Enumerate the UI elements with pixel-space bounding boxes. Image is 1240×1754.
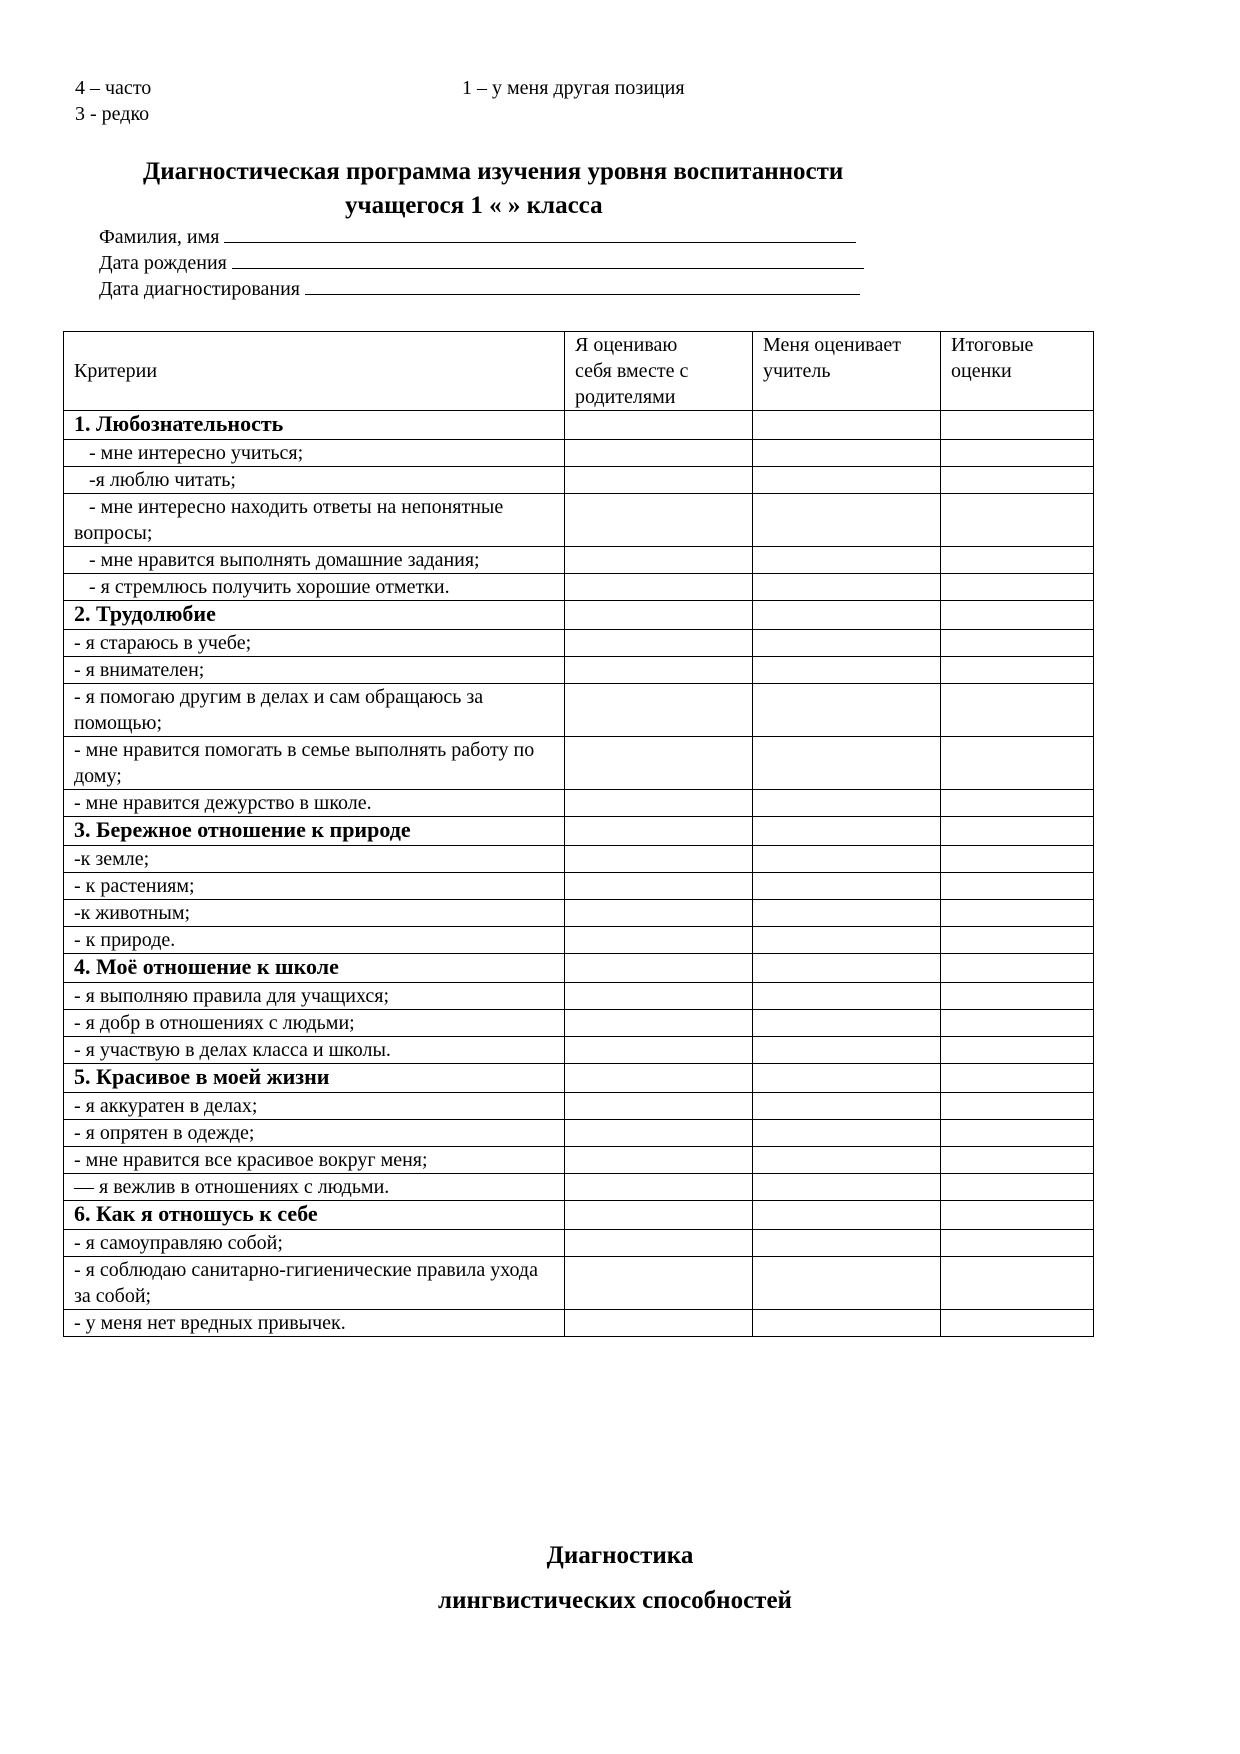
section-title: 5. Красивое в моей жизни: [64, 1064, 565, 1093]
table-row: [64, 1230, 1094, 1257]
teacher-score-cell[interactable]: [753, 1230, 941, 1257]
field-name-line[interactable]: [224, 223, 856, 243]
final-score-cell[interactable]: [941, 630, 1094, 657]
page-title-line2: учащегося 1 « » класса: [345, 192, 603, 219]
self-score-cell[interactable]: [565, 1257, 753, 1310]
self-score-cell[interactable]: [565, 737, 753, 790]
final-score-cell[interactable]: [941, 817, 1094, 846]
field-birthdate[interactable]: [99, 249, 864, 276]
final-score-cell[interactable]: [941, 1174, 1094, 1201]
table-row: [64, 1010, 1094, 1037]
final-score-cell[interactable]: [941, 1064, 1094, 1093]
section-title: 2. Трудолюбие: [64, 601, 565, 630]
teacher-score-cell[interactable]: [753, 817, 941, 846]
self-score-cell[interactable]: [565, 927, 753, 954]
teacher-score-cell[interactable]: [753, 927, 941, 954]
self-score-cell[interactable]: [565, 873, 753, 900]
final-score-cell[interactable]: [941, 684, 1094, 737]
final-score-cell[interactable]: [941, 1230, 1094, 1257]
criterion-text: — я вежлив в отношениях с людьми.: [64, 1174, 565, 1201]
self-score-cell[interactable]: [565, 684, 753, 737]
table-header-row: [64, 332, 1094, 411]
teacher-score-cell[interactable]: [753, 1093, 941, 1120]
section-title: 6. Как я отношусь к себе: [64, 1201, 565, 1230]
criterion-text: -я люблю читать;: [64, 467, 565, 494]
final-score-cell[interactable]: [941, 411, 1094, 440]
table-row: [64, 440, 1094, 467]
criterion-text: - я опрятен в одежде;: [64, 1120, 565, 1147]
teacher-score-cell[interactable]: [753, 1120, 941, 1147]
legend-other-position: 1 – у меня другая позиция: [462, 77, 685, 99]
self-score-cell[interactable]: [565, 440, 753, 467]
section-row: [64, 411, 1094, 440]
table-row: [64, 1120, 1094, 1147]
final-score-cell[interactable]: [941, 1310, 1094, 1337]
section-row: [64, 817, 1094, 846]
teacher-score-cell[interactable]: [753, 983, 941, 1010]
self-score-cell[interactable]: [565, 467, 753, 494]
self-score-cell[interactable]: [565, 1230, 753, 1257]
table-row: [64, 1093, 1094, 1120]
final-score-cell[interactable]: [941, 954, 1094, 983]
table-row: [64, 900, 1094, 927]
teacher-score-cell[interactable]: [753, 900, 941, 927]
criterion-text: - я помогаю другим в делах и сам обращаюсь за помощью;: [64, 684, 565, 737]
self-score-cell[interactable]: [565, 657, 753, 684]
teacher-score-cell[interactable]: [753, 1010, 941, 1037]
teacher-score-cell[interactable]: [753, 601, 941, 630]
section-row: [64, 1201, 1094, 1230]
teacher-score-cell[interactable]: [753, 657, 941, 684]
final-score-cell[interactable]: [941, 1093, 1094, 1120]
criterion-text: - мне нравится помогать в семье выполнять работу по дому;: [64, 737, 565, 790]
criterion-text: - мне интересно находить ответы на непонятные вопросы;: [64, 494, 565, 547]
criterion-text: - мне интересно учиться;: [64, 440, 565, 467]
teacher-score-cell[interactable]: [753, 1310, 941, 1337]
self-score-cell[interactable]: [565, 547, 753, 574]
final-score-cell[interactable]: [941, 1147, 1094, 1174]
criterion-text: - к природе.: [64, 927, 565, 954]
criterion-text: - я участвую в делах класса и школы.: [64, 1037, 565, 1064]
table-row: [64, 574, 1094, 601]
final-score-cell[interactable]: [941, 927, 1094, 954]
criterion-text: - я стараюсь в учебе;: [64, 630, 565, 657]
table-row: [64, 1257, 1094, 1310]
teacher-score-cell[interactable]: [753, 440, 941, 467]
section-row: [64, 954, 1094, 983]
criterion-text: - я стремлюсь получить хорошие отметки.: [64, 574, 565, 601]
table-row: [64, 790, 1094, 817]
field-birthdate-line[interactable]: [232, 249, 864, 269]
teacher-score-cell[interactable]: [753, 954, 941, 983]
table-row: [64, 846, 1094, 873]
teacher-score-cell[interactable]: [753, 1064, 941, 1093]
final-score-cell[interactable]: [941, 467, 1094, 494]
teacher-score-cell[interactable]: [753, 1257, 941, 1310]
teacher-score-cell[interactable]: [753, 790, 941, 817]
field-name[interactable]: [99, 223, 856, 250]
teacher-score-cell[interactable]: [753, 846, 941, 873]
teacher-score-cell[interactable]: [753, 411, 941, 440]
table-row: [64, 927, 1094, 954]
field-diagnosis-date-label: Дата диагностирования: [99, 278, 301, 300]
bottom-title-line2: лингвистических способностей: [438, 1587, 792, 1614]
teacher-score-cell[interactable]: [753, 1037, 941, 1064]
final-score-cell[interactable]: [941, 1120, 1094, 1147]
final-score-cell[interactable]: [941, 900, 1094, 927]
final-score-cell[interactable]: [941, 846, 1094, 873]
self-score-cell[interactable]: [565, 954, 753, 983]
table-row: [64, 1174, 1094, 1201]
criterion-text: - мне нравится выполнять домашние задания;: [64, 547, 565, 574]
teacher-score-cell[interactable]: [753, 737, 941, 790]
criterion-text: - я внимателен;: [64, 657, 565, 684]
criterion-text: - я выполняю правила для учащихся;: [64, 983, 565, 1010]
criterion-text: - мне нравится все красивое вокруг меня;: [64, 1147, 565, 1174]
final-score-cell[interactable]: [941, 494, 1094, 547]
section-title: 4. Моё отношение к школе: [64, 954, 565, 983]
table-row: [64, 494, 1094, 547]
self-score-cell[interactable]: [565, 1201, 753, 1230]
final-score-cell[interactable]: [941, 1201, 1094, 1230]
criterion-text: - мне нравится дежурство в школе.: [64, 790, 565, 817]
criterion-text: - я добр в отношениях с людьми;: [64, 1010, 565, 1037]
final-score-cell[interactable]: [941, 790, 1094, 817]
self-score-cell[interactable]: [565, 1064, 753, 1093]
final-score-cell[interactable]: [941, 547, 1094, 574]
final-score-cell[interactable]: [941, 873, 1094, 900]
criterion-text: -к земле;: [64, 846, 565, 873]
teacher-score-cell[interactable]: [753, 1201, 941, 1230]
criterion-text: - я самоуправляю собой;: [64, 1230, 565, 1257]
table-row: [64, 657, 1094, 684]
legend-often: 4 – часто: [75, 77, 152, 99]
header-final: Итоговые оценки: [941, 332, 1094, 411]
final-score-cell[interactable]: [941, 1037, 1094, 1064]
field-diagnosis-date[interactable]: [99, 275, 860, 302]
final-score-cell[interactable]: [941, 1010, 1094, 1037]
teacher-score-cell[interactable]: [753, 630, 941, 657]
final-score-cell[interactable]: [941, 983, 1094, 1010]
field-diagnosis-date-line[interactable]: [305, 275, 860, 295]
self-score-cell[interactable]: [565, 1037, 753, 1064]
table-row: [64, 1310, 1094, 1337]
criterion-text: - я аккуратен в делах;: [64, 1093, 565, 1120]
final-score-cell[interactable]: [941, 574, 1094, 601]
table-row: [64, 1037, 1094, 1064]
final-score-cell[interactable]: [941, 737, 1094, 790]
self-score-cell[interactable]: [565, 1174, 753, 1201]
final-score-cell[interactable]: [941, 440, 1094, 467]
final-score-cell[interactable]: [941, 601, 1094, 630]
criterion-text: - у меня нет вредных привычек.: [64, 1310, 565, 1337]
section-row: [64, 1064, 1094, 1093]
table-row: [64, 873, 1094, 900]
self-score-cell[interactable]: [565, 1310, 753, 1337]
criterion-text: - я соблюдаю санитарно-гигиенические правила ухода за собой;: [64, 1257, 565, 1310]
table-row: [64, 737, 1094, 790]
teacher-score-cell[interactable]: [753, 1147, 941, 1174]
criterion-text: - к растениям;: [64, 873, 565, 900]
teacher-score-cell[interactable]: [753, 547, 941, 574]
criteria-table: [63, 331, 1094, 1337]
table-row: [64, 983, 1094, 1010]
header-criteria: Критерии: [64, 332, 565, 411]
field-birthdate-label: Дата рождения: [99, 252, 227, 274]
criterion-text: -к животным;: [64, 900, 565, 927]
self-score-cell[interactable]: [565, 1093, 753, 1120]
self-score-cell[interactable]: [565, 1147, 753, 1174]
teacher-score-cell[interactable]: [753, 574, 941, 601]
self-score-cell[interactable]: [565, 846, 753, 873]
teacher-score-cell[interactable]: [753, 1174, 941, 1201]
final-score-cell[interactable]: [941, 1257, 1094, 1310]
self-score-cell[interactable]: [565, 494, 753, 547]
table-row: [64, 684, 1094, 737]
table-row: [64, 467, 1094, 494]
final-score-cell[interactable]: [941, 657, 1094, 684]
section-title: 1. Любознательность: [64, 411, 565, 440]
self-score-cell[interactable]: [565, 817, 753, 846]
section-row: [64, 601, 1094, 630]
self-score-cell[interactable]: [565, 411, 753, 440]
table-row: [64, 1147, 1094, 1174]
table-row: [64, 630, 1094, 657]
self-score-cell[interactable]: [565, 601, 753, 630]
teacher-score-cell[interactable]: [753, 684, 941, 737]
page-title-line1: Диагностическая программа изучения уровня воспитанности: [143, 158, 844, 185]
header-teacher: Меня оценивает учитель: [753, 332, 941, 411]
legend-rarely: 3 - редко: [75, 103, 150, 125]
teacher-score-cell[interactable]: [753, 494, 941, 547]
teacher-score-cell[interactable]: [753, 467, 941, 494]
self-score-cell[interactable]: [565, 1010, 753, 1037]
header-self-with-parents: Я оцениваю себя вместе с родителями: [565, 332, 753, 411]
section-title: 3. Бережное отношение к природе: [64, 817, 565, 846]
self-score-cell[interactable]: [565, 790, 753, 817]
self-score-cell[interactable]: [565, 1120, 753, 1147]
self-score-cell[interactable]: [565, 630, 753, 657]
table-row: [64, 547, 1094, 574]
teacher-score-cell[interactable]: [753, 873, 941, 900]
field-name-label: Фамилия, имя: [99, 226, 220, 248]
self-score-cell[interactable]: [565, 574, 753, 601]
self-score-cell[interactable]: [565, 900, 753, 927]
self-score-cell[interactable]: [565, 983, 753, 1010]
bottom-title-line1: Диагностика: [546, 1542, 694, 1569]
